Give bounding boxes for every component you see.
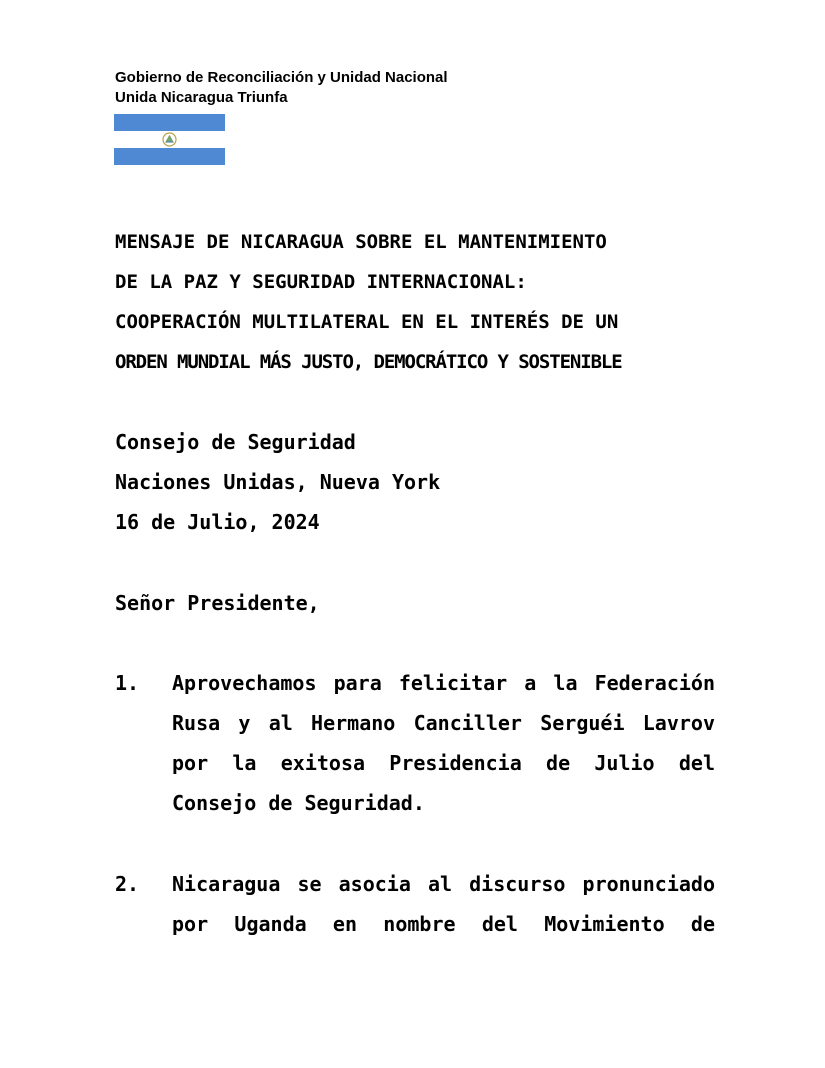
title-line: ORDEN MUNDIAL MÁS JUSTO, DEMOCRÁTICO Y SOSTENIBLE	[115, 351, 622, 373]
meta-body: Consejo de Seguridad	[115, 430, 356, 454]
paragraph-1	[115, 663, 715, 823]
coat-of-arms-icon	[161, 131, 178, 148]
nicaragua-flag-icon	[114, 114, 225, 165]
paragraph-line: por la exitosa Presidencia de Julio del	[172, 751, 715, 775]
paragraph-line: Aprovechamos para felicitar a la Federación	[172, 671, 715, 695]
flag-stripe-bottom	[114, 148, 225, 165]
salutation: Señor Presidente,	[115, 591, 320, 615]
document-meta	[115, 422, 440, 542]
flag-stripe-middle	[114, 131, 225, 148]
title-line: COOPERACIÓN MULTILATERAL EN EL INTERÉS DE UN	[115, 311, 619, 333]
title-line: DE LA PAZ Y SEGURIDAD INTERNACIONAL:	[115, 271, 527, 293]
flag-stripe-top	[114, 114, 225, 131]
letterhead-government: Gobierno de Reconciliación y Unidad Nacional	[115, 69, 448, 86]
paragraph-line: por Uganda en nombre del Movimiento de	[172, 912, 715, 936]
paragraph-line: Rusa y al Hermano Canciller Serguéi Lavrov	[172, 711, 715, 735]
meta-place: Naciones Unidas, Nueva York	[115, 470, 441, 494]
paragraph-line: Nicaragua se asocia al discurso pronunciado	[172, 872, 715, 896]
paragraph-number: 2.	[115, 872, 140, 896]
paragraph-number: 1.	[115, 671, 140, 695]
paragraph-line: Consejo de Seguridad.	[172, 791, 425, 815]
title-line: MENSAJE DE NICARAGUA SOBRE EL MANTENIMIENTO	[115, 231, 607, 253]
document-title	[115, 222, 622, 382]
meta-date: 16 de Julio, 2024	[115, 510, 320, 534]
paragraph-2	[115, 864, 715, 944]
letterhead-slogan: Unida Nicaragua Triunfa	[115, 89, 288, 106]
letterhead	[115, 68, 448, 108]
